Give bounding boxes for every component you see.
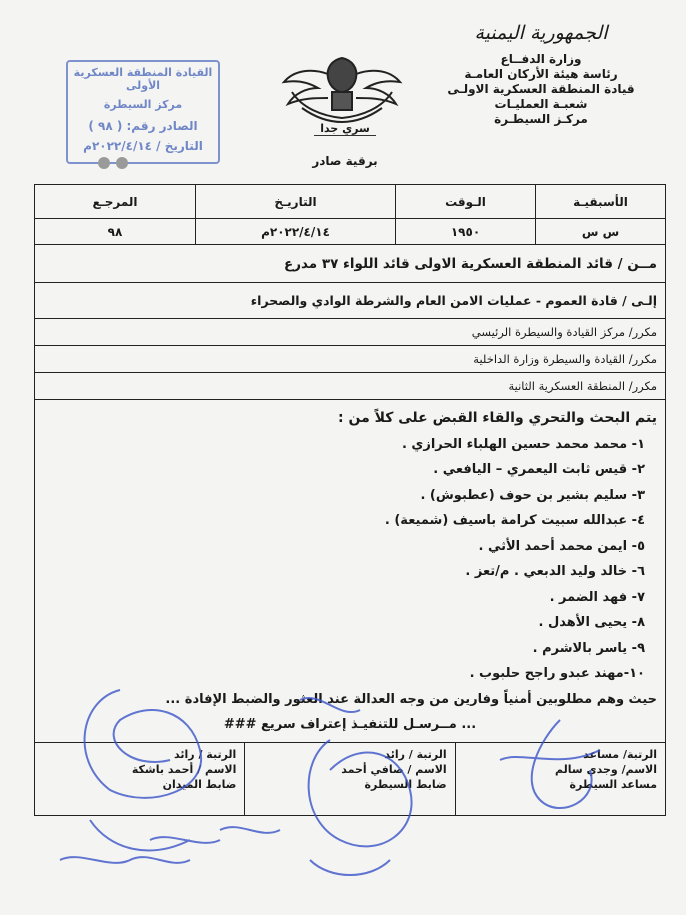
values-row xyxy=(35,219,665,245)
letterhead-line: قيادة المنطقة العسكرية الاولـى xyxy=(447,82,635,96)
date-header: التاريـخ xyxy=(195,185,395,218)
eagle-emblem-icon xyxy=(272,48,412,128)
cc-row xyxy=(35,319,665,346)
to-row xyxy=(35,283,665,319)
wanted-item: ٩- ياسر بالاشرم . xyxy=(532,640,645,656)
stamp-line: الصادر رقم: ( ٩٨ ) xyxy=(88,119,198,133)
date-value: ٢٠٢٢/٤/١٤م xyxy=(195,219,395,244)
signature-block xyxy=(455,743,665,815)
republic-title: الجمهورية اليمنية xyxy=(474,22,608,44)
signer-name: الاسم/ وجدي سالم xyxy=(555,762,657,776)
signer-rank: الرتبة / رائد xyxy=(174,747,237,761)
cc-row xyxy=(35,373,665,400)
body-row xyxy=(35,400,665,743)
body-dispatch: ... مــرسـل للتنفيـذ إعتراف سريع ### xyxy=(223,717,477,732)
body-text xyxy=(35,400,665,742)
wanted-item: ٨- يحيى الأهدل . xyxy=(538,615,645,630)
signatures-row xyxy=(35,743,665,815)
classification-label: سري جدا xyxy=(300,122,390,135)
body-intro: يتم البحث والتحري والقاء القبض على كلاً من : xyxy=(338,410,657,426)
wanted-item: ٣- سليم بشير بن حوف (عطبوش) . xyxy=(420,487,645,503)
wanted-item: ٤- عبدالله سبيت كرامة باسيف (شميعة) . xyxy=(384,513,645,528)
signer-title: مساعد السيطرة xyxy=(569,777,657,791)
signature-block xyxy=(244,743,454,815)
cc-text: مكرر/ القيادة والسيطرة وزارة الداخلية xyxy=(473,352,657,366)
signature-block xyxy=(35,743,244,815)
stamp-line: مركز السيطرة xyxy=(103,98,183,111)
letterhead-line: شعبـة العمليـات xyxy=(494,97,588,111)
signer-name: الاسم / صافي أحمد xyxy=(341,762,447,776)
priority-value: س س xyxy=(535,219,665,244)
signer-title: ضابط الميدان xyxy=(162,777,237,791)
signer-title: ضابط السيطرة xyxy=(364,777,447,791)
wanted-item: ١٠-مهند عبدو راجح حلبوب . xyxy=(469,666,645,681)
cc-text: مكرر/ المنطقة العسكرية الثانية xyxy=(508,379,657,393)
priority-header: الأسبقيـة xyxy=(535,185,665,218)
letterhead-line: مركـز السيطـرة xyxy=(494,112,588,126)
body-closing: حيث وهم مطلوبين أمنياً وفارين من وجه العدالة عند العثور والضبط الإفادة ... xyxy=(165,691,657,707)
letterhead-line: وزارة الدفــاع xyxy=(500,52,582,66)
official-stamp xyxy=(66,60,220,164)
letterhead xyxy=(436,22,646,127)
from-text: مــن / قائد المنطقة العسكرية الاولى قائد اللواء ٣٧ مدرع xyxy=(283,255,657,272)
wanted-item: ١- محمد محمد حسين الهلباء الحرازي . xyxy=(401,436,645,452)
header-row xyxy=(35,185,665,219)
stamp-line: القيادة المنطقة العسكرية الأولى xyxy=(73,66,213,92)
to-text: إلـى / قادة العموم - عمليات الامن العام والشرطة الوادي والصحراء xyxy=(250,293,657,308)
time-value: ١٩٥٠ xyxy=(395,219,535,244)
signer-rank: الرتبة / رائد xyxy=(384,747,447,761)
time-header: الـوقت xyxy=(395,185,535,218)
wanted-item: ٦- خالد وليد الدبعي . م/تعز . xyxy=(465,564,645,579)
reference-header: المرجـع xyxy=(92,194,138,209)
wanted-item: ٧- فهد الضمر . xyxy=(549,589,645,605)
telegram-table xyxy=(34,184,666,816)
wanted-item: ٥- ايمن محمد أحمد الأثي . xyxy=(478,538,645,554)
reference-value: ٩٨ xyxy=(107,224,123,239)
cc-text: مكرر/ مركز القيادة والسيطرة الرئيسي xyxy=(471,325,657,339)
signer-name: الاسم / أحمد باشكة xyxy=(131,762,237,776)
letterhead-line: رئاسة هيئة الأركان العامـة xyxy=(464,67,618,81)
wanted-item: ٢- قيس ثابت اليعمري – اليافعي . xyxy=(433,462,645,477)
from-row xyxy=(35,245,665,283)
signer-rank: الرتبة/ مساعد xyxy=(583,747,657,761)
cc-row xyxy=(35,346,665,373)
outgoing-telegram-label: برقية صادر xyxy=(312,154,378,168)
redaction-dots xyxy=(98,154,134,173)
stamp-line: التاريخ / ٢٠٢٢/٤/١٤م xyxy=(83,139,203,153)
